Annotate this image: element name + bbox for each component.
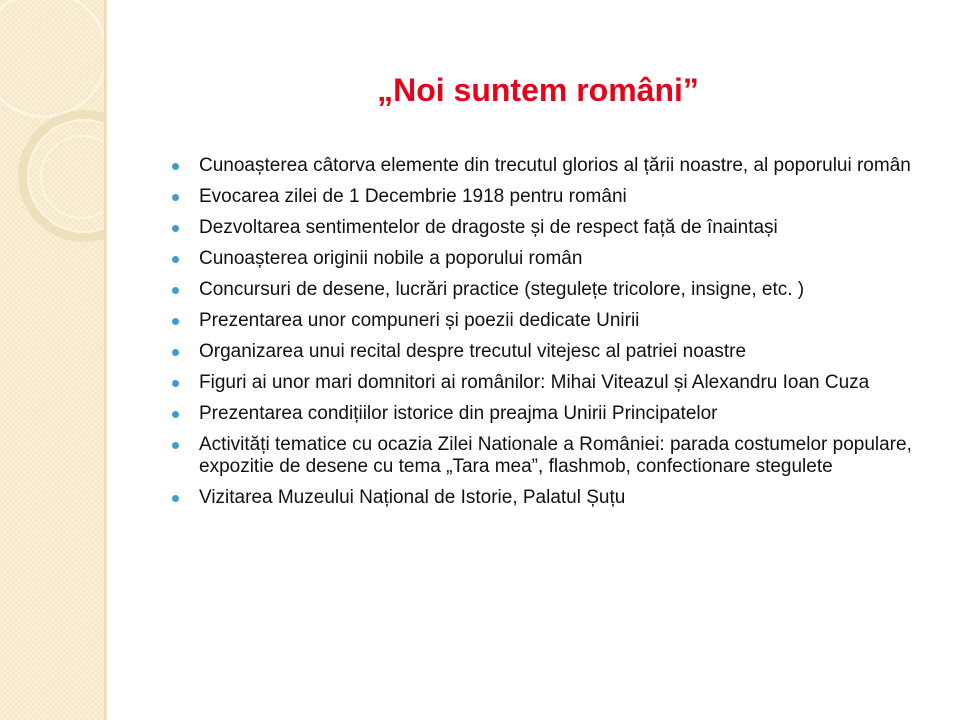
list-item-text: Evocarea zilei de 1 Decembrie 1918 pentru români xyxy=(199,186,627,207)
list-item xyxy=(172,310,932,332)
list-item-text: Vizitarea Muzeului Național de Istorie, Palatul Șuțu xyxy=(199,487,626,508)
decorative-ring xyxy=(0,0,106,118)
list-item xyxy=(172,434,932,478)
list-item-text: Cunoașterea originii nobile a poporului român xyxy=(199,248,583,269)
blue-dot-icon xyxy=(172,318,179,325)
list-item-text: Organizarea unui recital despre trecutul vitejesc al patriei noastre xyxy=(199,341,747,362)
list-item-text: Prezentarea unor compuneri și poezii dedicate Unirii xyxy=(199,310,640,331)
list-item-text: Cunoașterea câtorva elemente din trecutul glorios al țării noastre, al poporului român xyxy=(199,155,911,176)
list-item xyxy=(172,372,932,394)
list-item-text: Concursuri de desene, lucrări practice (stegulețe tricolore, insigne, etc. ) xyxy=(199,279,805,300)
list-item xyxy=(172,403,932,425)
blue-dot-icon xyxy=(172,194,179,201)
blue-dot-icon xyxy=(172,495,179,502)
blue-dot-icon xyxy=(172,349,179,356)
list-item-text: Prezentarea condițiilor istorice din preajma Unirii Principatelor xyxy=(199,403,718,424)
blue-dot-icon xyxy=(172,287,179,294)
blue-dot-icon xyxy=(172,256,179,263)
list-item xyxy=(172,186,932,208)
blue-dot-icon xyxy=(172,380,179,387)
decorative-side-panel xyxy=(0,0,106,720)
blue-dot-icon xyxy=(172,411,179,418)
blue-dot-icon xyxy=(172,442,179,449)
bullet-list xyxy=(172,155,932,518)
list-item xyxy=(172,217,932,239)
list-item xyxy=(172,341,932,363)
blue-dot-icon xyxy=(172,225,179,232)
list-item xyxy=(172,248,932,270)
list-item xyxy=(172,155,932,177)
list-item xyxy=(172,279,932,301)
slide-title: „Noi suntem români” xyxy=(377,72,699,108)
list-item-text: Dezvoltarea sentimentelor de dragoste și de respect față de înaintași xyxy=(199,217,778,238)
list-item-text: Activități tematice cu ocazia Zilei Nationale a României: parada costumelor populare, expozitie de desene cu tema „Tara mea”, flashmob, confectionare stegulete xyxy=(199,434,912,477)
blue-dot-icon xyxy=(172,163,179,170)
list-item-text: Figuri ai unor mari domnitori ai românilor: Mihai Viteazul și Alexandru Ioan Cuza xyxy=(199,372,870,393)
list-item xyxy=(172,487,932,509)
